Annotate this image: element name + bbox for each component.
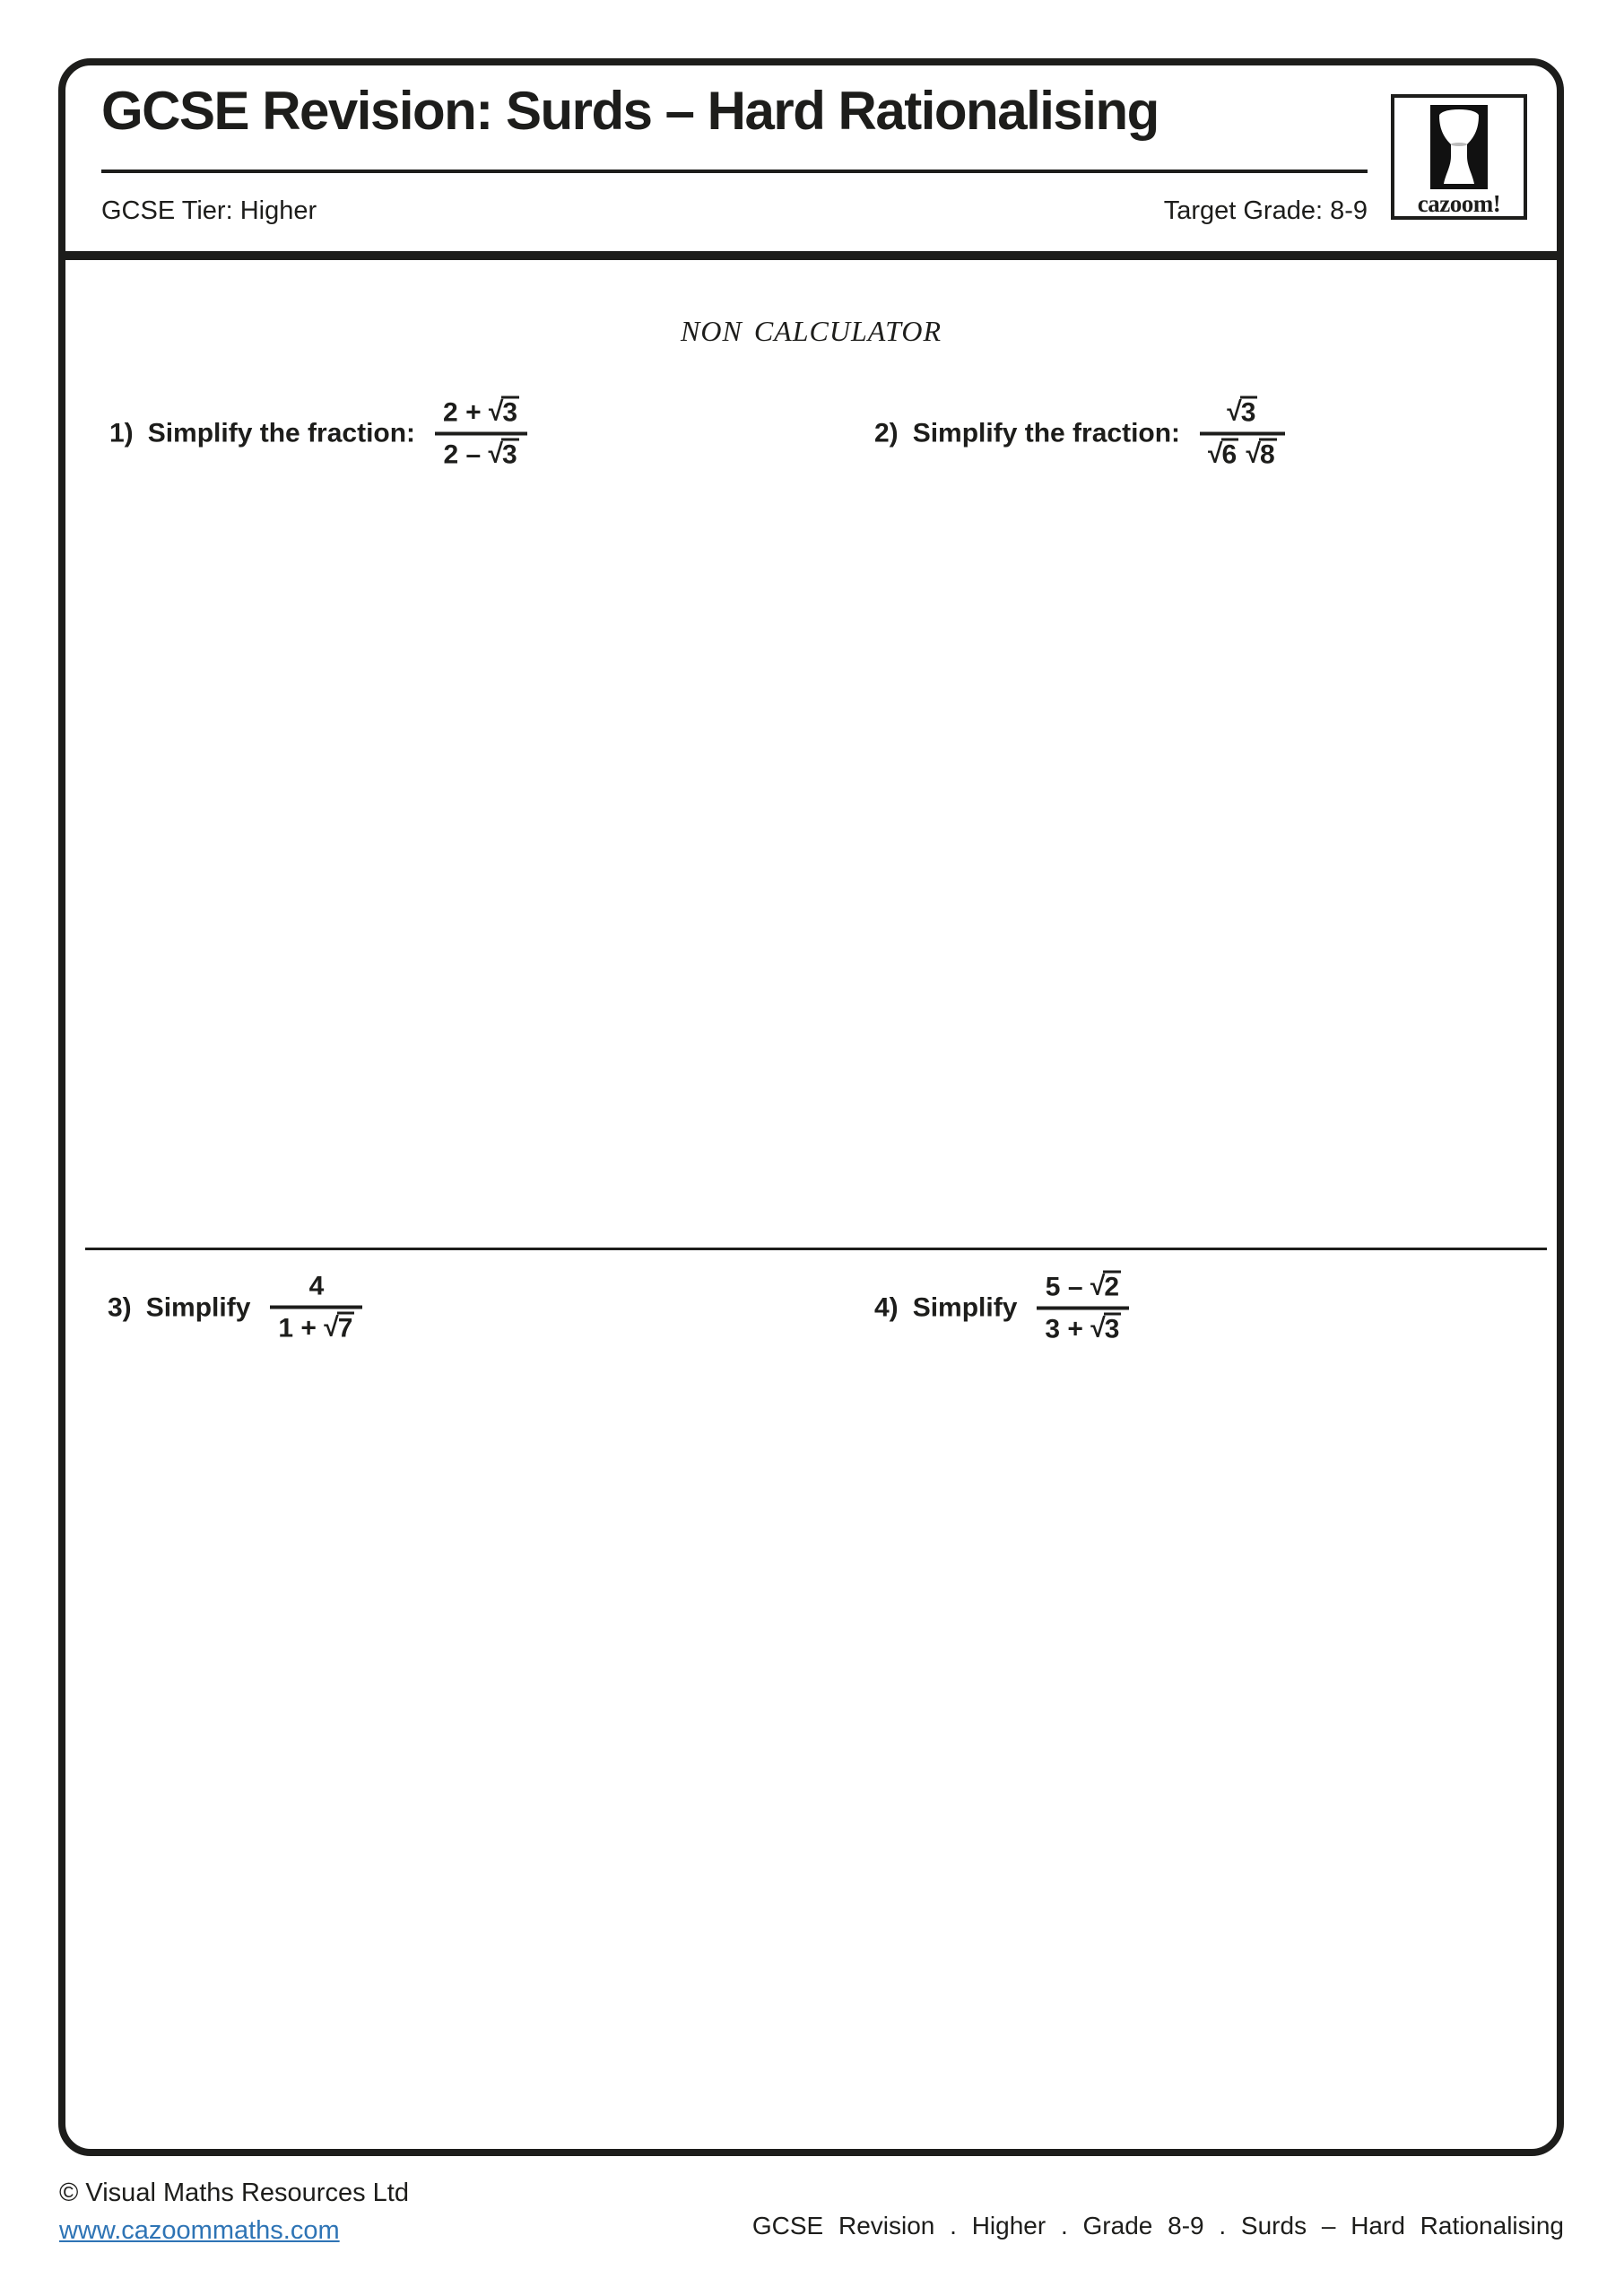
- math-text: 3 +: [1045, 1314, 1091, 1344]
- math-text: 2 –: [443, 439, 489, 469]
- sqrt-radical: [489, 439, 519, 469]
- fraction: [1200, 394, 1285, 474]
- website-link[interactable]: www.cazoommaths.com: [59, 2216, 340, 2246]
- question-prompt: Simplify: [145, 1292, 251, 1322]
- sqrt-radical: [1246, 439, 1277, 469]
- question-number: 4): [874, 1292, 899, 1322]
- radical-sign-icon: √: [488, 396, 504, 427]
- sqrt-radical: [1208, 439, 1238, 469]
- radicand: 6: [1221, 439, 1238, 469]
- cazoom-logo: [1391, 94, 1527, 220]
- fraction: [435, 394, 527, 474]
- sqrt-radical: [1090, 1314, 1121, 1344]
- radical-sign-icon: √: [1208, 439, 1223, 468]
- radicand: 7: [337, 1313, 353, 1343]
- fraction: [1037, 1268, 1129, 1348]
- radical-sign-icon: √: [488, 439, 503, 468]
- question-2: [874, 394, 1285, 474]
- radicand: 3: [501, 439, 517, 469]
- sqrt-radical: [1090, 1273, 1121, 1302]
- question-prompt: Simplify the fraction:: [147, 418, 416, 448]
- radical-sign-icon: √: [324, 1312, 339, 1342]
- footer-breadcrumb: GCSE Revision . Higher . Grade 8-9 . Surds – Hard Rationalising: [751, 2212, 1564, 2239]
- question-prompt: Simplify: [912, 1292, 1018, 1322]
- math-text: 2 +: [443, 397, 489, 428]
- question-3: [108, 1269, 362, 1347]
- target-grade-label: Target Grade: 8-9: [1163, 196, 1368, 225]
- radicand: 8: [1260, 439, 1275, 469]
- question-prompt: Simplify the fraction:: [912, 418, 1181, 448]
- djembe-drum-icon: [1430, 105, 1488, 189]
- question-number: 3): [108, 1292, 132, 1322]
- sqrt-radical: [1227, 398, 1257, 428]
- question-number: 1): [109, 418, 134, 448]
- question-1: [109, 394, 527, 474]
- section-divider: [85, 1248, 1547, 1250]
- fraction-denominator: [270, 1309, 362, 1347]
- title-underline: [101, 170, 1368, 173]
- tier-label: GCSE Tier: Higher: [101, 196, 317, 225]
- radical-sign-icon: √: [1246, 439, 1262, 468]
- fraction-numerator: [1037, 1268, 1129, 1307]
- fraction-denominator: [1037, 1309, 1129, 1348]
- radicand: 3: [1240, 397, 1256, 428]
- radical-sign-icon: √: [1090, 1313, 1106, 1343]
- question-4: [874, 1268, 1129, 1348]
- section-heading: NON CALCULATOR: [681, 315, 942, 347]
- fraction-denominator: [1200, 435, 1285, 474]
- fraction: [270, 1269, 362, 1347]
- radicand: 3: [1104, 1314, 1120, 1344]
- page-title: GCSE Revision: Surds – Hard Rationalising: [101, 81, 1159, 141]
- worksheet-border-box: [58, 58, 1564, 2156]
- fraction-numerator: [270, 1269, 362, 1306]
- radical-sign-icon: √: [1227, 396, 1242, 427]
- math-text: 4: [308, 1271, 325, 1301]
- question-number: 2): [874, 418, 899, 448]
- header-divider: [58, 251, 1564, 260]
- radical-sign-icon: √: [1090, 1271, 1106, 1301]
- math-text: 5 –: [1045, 1272, 1090, 1302]
- radicand: 2: [1104, 1272, 1119, 1302]
- sqrt-radical: [489, 398, 519, 428]
- fraction-numerator: [435, 394, 527, 432]
- copyright-text: © Visual Maths Resources Ltd: [59, 2179, 409, 2207]
- math-text: [1238, 439, 1246, 469]
- radicand: 3: [502, 397, 518, 428]
- sqrt-radical: [324, 1313, 354, 1343]
- fraction-numerator: [1200, 394, 1285, 432]
- math-text: 1 +: [278, 1313, 325, 1343]
- logo-wordmark: cazoom!: [1417, 190, 1501, 217]
- fraction-denominator: [435, 435, 527, 474]
